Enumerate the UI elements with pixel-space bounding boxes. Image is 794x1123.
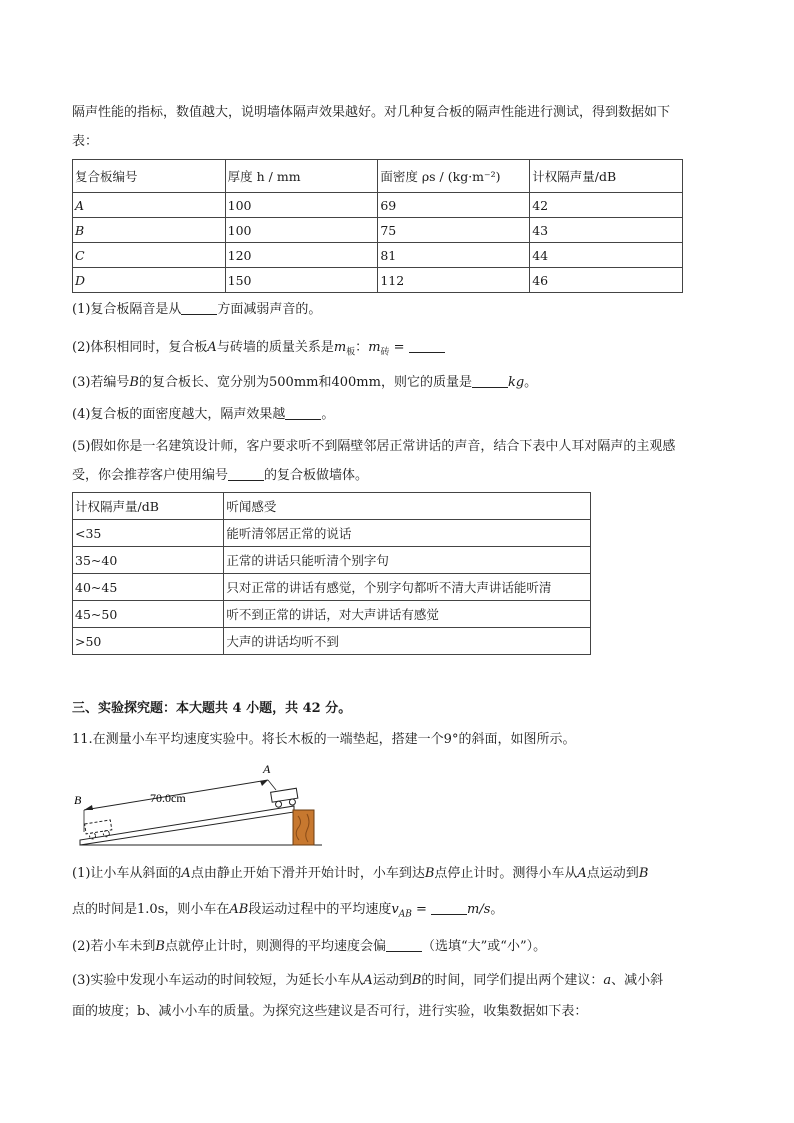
q11-part-1-line-2: 点的时间是1.0s，则小车在AB段运动过程中的平均速度$v_{AB} = m/s$。 (72, 902, 504, 920)
table-cell: 81 (378, 243, 530, 268)
answer-blank[interactable] (285, 406, 321, 420)
table-header-cell: 复合板编号 (73, 160, 226, 193)
table-header-cell: 计权隔声量/dB (530, 160, 683, 193)
label-a: A (263, 762, 271, 776)
answer-blank[interactable] (228, 467, 264, 481)
table-row (73, 243, 683, 268)
table-row (73, 193, 683, 218)
q10-part-2: (2)体积相同时，复合板A与砖墙的质量关系是$m_板$：$m_砖$ = (72, 339, 445, 362)
table-header-row (73, 493, 591, 520)
table-cell: 100 (225, 218, 378, 243)
table-cell: 75 (378, 218, 530, 243)
table-cell: 40~45 (73, 574, 224, 601)
table-cell: 42 (530, 193, 683, 218)
table-cell: 112 (378, 268, 530, 293)
extension-line-a (268, 780, 276, 790)
answer-blank[interactable] (409, 339, 445, 353)
table-header-cell: 听闻感受 (224, 493, 591, 520)
table-cell: A (73, 193, 226, 218)
q11-part-2: (2)若小车未到B点就停止计时，则测得的平均速度会偏 （选填“大”或“小”）。 (72, 939, 547, 954)
label-b: B (74, 793, 82, 807)
hearing-perception-table (72, 492, 591, 655)
incline-figure (72, 760, 332, 852)
table-cell: 43 (530, 218, 683, 243)
q10-part-5-line-2: 受，你会推荐客户使用编号 的复合板做墙体。 (72, 468, 369, 483)
table-cell: 100 (225, 193, 378, 218)
arrow-head-right (260, 780, 268, 786)
table-row (73, 628, 591, 655)
table-header-cell: 计权隔声量/dB (73, 493, 224, 520)
wooden-block (293, 810, 314, 845)
table-row (73, 547, 591, 574)
incline-board (80, 806, 294, 845)
answer-blank[interactable] (431, 901, 467, 915)
table-cell: B (73, 218, 226, 243)
table-header-cell: 厚度 h / mm (225, 160, 378, 193)
table-header-cell: 面密度 ρs / (kg·m⁻²) (378, 160, 530, 193)
table-row (73, 574, 591, 601)
table-cell: >50 (73, 628, 224, 655)
q10-part-1: (1)复合板隔音是从 方面减弱声音的。 (72, 302, 322, 317)
q11-part-1-line-1: (1)让小车从斜面的A点由静止开始下滑并开始计时，小车到达B点停止计时。测得小车从A点运动到B (72, 866, 649, 881)
table-cell: 45~50 (73, 601, 224, 628)
table-cell: 120 (225, 243, 378, 268)
table-cell: 只对正常的讲话有感觉，个别字句都听不清大声讲话能听清 (224, 574, 591, 601)
table-row (73, 268, 683, 293)
intro-line-1: 隔声性能的指标，数值越大，说明墙体隔声效果越好。对几种复合板的隔声性能进行测试，得到数据如下 (72, 105, 671, 120)
answer-blank[interactable] (386, 938, 422, 952)
answer-blank[interactable] (181, 301, 217, 315)
table-cell: C (73, 243, 226, 268)
table-row (73, 218, 683, 243)
table-cell: <35 (73, 520, 224, 547)
table-cell: 能听清邻居正常的说话 (224, 520, 591, 547)
composite-board-table (72, 159, 683, 293)
answer-blank[interactable] (472, 374, 508, 388)
table-cell: 150 (225, 268, 378, 293)
table-cell: 46 (530, 268, 683, 293)
distance-label: 70.0cm (150, 791, 186, 805)
table-row (73, 601, 591, 628)
q10-part-4: (4)复合板的面密度越大，隔声效果越 。 (72, 407, 335, 422)
table-header-row (73, 160, 683, 193)
q11-stem: 11.在测量小车平均速度实验中。将长木板的一端垫起，搭建一个9°的斜面，如图所示。 (72, 732, 576, 747)
section-heading: 三、实验探究题：本大题共 4 小题，共 42 分。 (72, 701, 352, 716)
table-row (73, 520, 591, 547)
q10-part-3: (3)若编号B的复合板长、宽分别为500mm和400mm，则它的质量是 kg。 (72, 375, 538, 390)
table-cell: 44 (530, 243, 683, 268)
table-cell: 35~40 (73, 547, 224, 574)
q11-part-3-line-1: (3)实验中发现小车运动的时间较短，为延长小车从A运动到B的时间，同学们提出两个建议：a、减小斜 (72, 973, 664, 988)
cart-top (271, 788, 299, 808)
table-cell: 大声的讲话均听不到 (224, 628, 591, 655)
intro-line-2: 表： (72, 134, 99, 149)
table-cell: 听不到正常的讲话，对大声讲话有感觉 (224, 601, 591, 628)
q11-part-3-line-2: 面的坡度；b、减小小车的质量。为探究这些建议是否可行，进行实验，收集数据如下表： (72, 1004, 588, 1019)
q10-part-5-line-1: (5)假如你是一名建筑设计师，客户要求听不到隔壁邻居正常讲话的声音，结合下表中人耳对隔声的主观感 (72, 439, 676, 454)
arrow-head-left (84, 805, 93, 810)
table-cell: 69 (378, 193, 530, 218)
table-cell: 正常的讲话只能听清个别字句 (224, 547, 591, 574)
table-cell: D (73, 268, 226, 293)
